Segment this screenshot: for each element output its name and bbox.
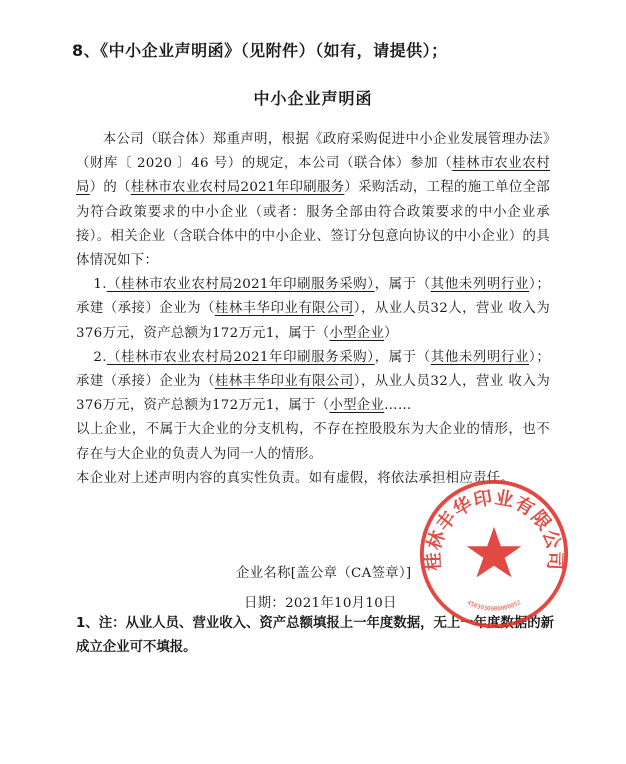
footnote-text: 1、注：从业人员、营业收入、资产总额填报上一年度数据，无上一年度数据的新成立企业可不填报。 [76, 616, 554, 655]
signature-date: 日期：2021年10月10日 [244, 596, 397, 611]
item-number: 2. [93, 349, 107, 365]
enterprise-item-2 [76, 346, 550, 419]
item-project: （桂林市农业农村局2021年印刷服务采购） [106, 277, 375, 293]
seal-serial-text: 4503030000000052 [465, 600, 523, 613]
item-project: （桂林市农业农村局2021年印刷服务采购） [106, 349, 375, 365]
item-number: 1. [93, 277, 107, 293]
item-belongs-label: ，属于（ [374, 349, 431, 365]
seal-name-text: 桂林丰华印业有限公司 [423, 487, 565, 572]
seal-star-icon [467, 527, 522, 578]
declaration-body [76, 128, 550, 491]
item-contractor-label: ）；承建（承接）企业为（ [76, 349, 551, 390]
item-stats: ），从业人员32人，营业 收入为376万元，资产总额为172万元1，属于（ [76, 374, 551, 414]
enterprise-item-1 [76, 273, 550, 346]
project-name: 桂林市农业农村局2021年印刷服务 [130, 180, 345, 196]
item-company: 桂林丰华印业有限公司 [214, 374, 354, 390]
item-size: 小型企业 [329, 398, 385, 414]
item-size: 小型企业 [329, 325, 385, 341]
document-title: 中小企业声明函 [253, 89, 373, 108]
continuation-paragraph: 以上企业，不属于大企业的分支机构，不存在控股股东为大企业的情形，也不存在与大企业的负责人为同一人的情形。 [76, 422, 550, 462]
item-industry: 其他未列明行业 [430, 277, 529, 293]
item-company: 桂林丰华印业有限公司 [214, 301, 354, 317]
item-belongs-label: ，属于（ [374, 277, 431, 293]
section-heading: 8、《中小企业声明函》（见附件）（如有，请提供）； [72, 41, 448, 60]
item-industry: 其他未列明行业 [430, 349, 529, 365]
company-seal [416, 476, 572, 632]
company-signature-label: 企业名称[盖公章（CA签章）] [236, 566, 412, 581]
intro-text-end: ）采购活动，工程的施工单位全部为符合政策要求的中小企业（或者：服务全部由符合政策要求的中小企业承接）。相关企业（含联合体中的中小企业、签订分包意向协议的中小企业）的具体情况如下： [76, 180, 550, 269]
buyer-name: 桂林市农业农村局 [76, 156, 550, 196]
item-stats: ），从业人员32人，营业 收入为376万元，资产总额为172万元1，属于（ [76, 301, 551, 341]
intro-text-start: 本公司（联合体）郑重声明，根据《政府采购促进中小企业发展管理办法》（财库〔 2020 〕46 号）的规定，本公司（联合体）参加（ [76, 132, 550, 172]
seal-serial-arc [466, 600, 523, 613]
intro-paragraph [76, 128, 550, 273]
intro-text-mid: ）的（ [89, 180, 131, 196]
item-tail: ） [384, 325, 398, 341]
item-contractor-label: ）；承建（承接）企业为（ [76, 277, 551, 317]
item-tail: …… [384, 398, 412, 414]
responsibility-declaration: 本企业对上述声明内容的真实性负责。如有虚假，将依法承担相应责任。 [76, 470, 515, 486]
